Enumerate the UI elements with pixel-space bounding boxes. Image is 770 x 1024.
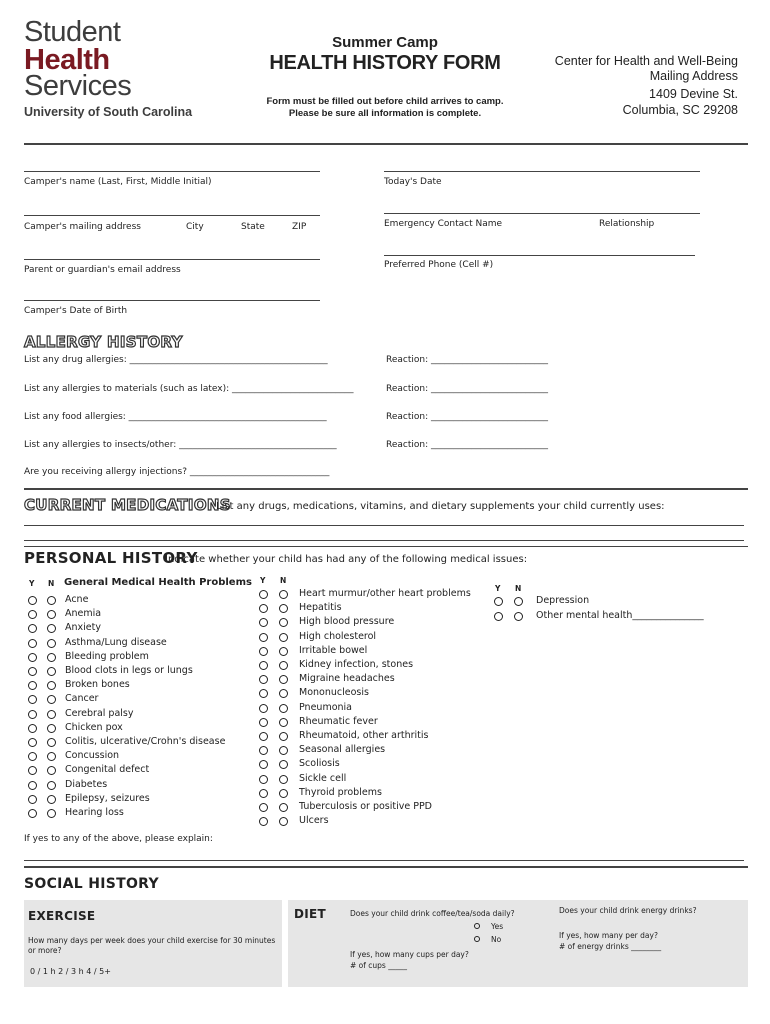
col2-no-checkbox[interactable]	[279, 675, 288, 684]
medical-issue-label: Diabetes	[65, 778, 108, 790]
medical-issue-label: Anxiety	[65, 622, 101, 634]
address-line-1: Center for Health and Well-Being	[554, 54, 738, 68]
medical-issue-label: Tuberculosis or positive PPD	[299, 801, 432, 812]
col1-yes-checkbox[interactable]	[28, 681, 37, 690]
medical-issue-label: Chicken pox	[65, 721, 123, 733]
col2-yes-checkbox[interactable]	[259, 775, 268, 784]
food-reaction-field[interactable]: Reaction: __________________________	[386, 412, 548, 422]
medications-line-2[interactable]	[24, 540, 744, 541]
medical-issue-label: High cholesterol	[299, 630, 377, 642]
camper-name-line[interactable]	[24, 171, 320, 172]
logo-health: Health	[24, 44, 110, 76]
explain-label: If yes to any of the above, please explain:	[24, 834, 213, 844]
medical-issue-label: Anemia	[65, 608, 102, 620]
medical-issue-label: Cerebral palsy	[65, 707, 134, 719]
preferred-phone-label: Preferred Phone (Cell #)	[384, 260, 494, 270]
col1-no-checkbox[interactable]	[47, 795, 56, 804]
diet-title: DIET	[294, 907, 327, 921]
medical-issue-label: Epilepsy, seizures	[65, 792, 150, 804]
medical-issue-label: Depression	[536, 595, 590, 606]
medications-divider	[24, 546, 748, 547]
cups-question: If yes, how many cups per day?	[350, 950, 469, 959]
col2-yes-checkbox[interactable]	[259, 817, 268, 826]
col1-no-checkbox[interactable]	[47, 738, 56, 747]
dob-label: Camper's Date of Birth	[24, 306, 128, 316]
state-label: State	[241, 222, 265, 232]
zip-label: ZIP	[292, 222, 307, 232]
col1-yes-checkbox[interactable]	[28, 738, 37, 747]
col3-yes-header: Y	[495, 584, 501, 593]
camper-name-label: Camper's name (Last, First, Middle Initial)	[24, 177, 212, 187]
col3-no-checkbox[interactable]	[514, 612, 523, 621]
col1-yes-checkbox[interactable]	[28, 639, 37, 648]
material-reaction-field[interactable]: Reaction: __________________________	[386, 384, 548, 394]
col2-yes-checkbox[interactable]	[259, 718, 268, 727]
col1-yes-checkbox[interactable]	[28, 695, 37, 704]
col1-yes-checkbox[interactable]	[28, 781, 37, 790]
medical-issue-label: Heart murmur/other heart problems	[299, 588, 471, 599]
col2-yes-checkbox[interactable]	[259, 675, 268, 684]
medical-issue-label: Other mental health_______________	[536, 609, 704, 621]
col2-no-checkbox[interactable]	[279, 633, 288, 642]
col1-yes-checkbox[interactable]	[28, 610, 37, 619]
coffee-question: Does your child drink coffee/tea/soda daily?	[350, 909, 515, 918]
col2-no-checkbox[interactable]	[279, 661, 288, 670]
col1-no-checkbox[interactable]	[47, 766, 56, 775]
logo-student: Student	[24, 16, 121, 48]
header-divider	[24, 143, 748, 145]
col2-yes-checkbox[interactable]	[259, 604, 268, 613]
coffee-yes-radio[interactable]	[474, 923, 480, 929]
col1-no-checkbox[interactable]	[47, 653, 56, 662]
col1-yes-checkbox[interactable]	[28, 752, 37, 761]
emergency-contact-label: Emergency Contact Name	[384, 219, 503, 229]
dob-line[interactable]	[24, 300, 320, 301]
col2-yes-checkbox[interactable]	[259, 647, 268, 656]
col2-yes-checkbox[interactable]	[259, 746, 268, 755]
allergy-injections-field[interactable]: Are you receiving allergy injections? _______________________________	[24, 467, 330, 477]
exercise-options[interactable]: 0 / 1 h 2 / 3 h 4 / 5+	[30, 967, 111, 976]
col2-no-checkbox[interactable]	[279, 590, 288, 599]
col1-yes-checkbox[interactable]	[28, 667, 37, 676]
col2-yes-checkbox[interactable]	[259, 704, 268, 713]
col1-no-checkbox[interactable]	[47, 809, 56, 818]
medical-issue-label: Cancer	[65, 693, 99, 705]
address-line-4: Columbia, SC 29208	[622, 103, 738, 117]
energy-question: Does your child drink energy drinks?	[559, 906, 697, 915]
col1-no-checkbox[interactable]	[47, 781, 56, 790]
coffee-yes-label: Yes	[491, 922, 504, 931]
col1-yes-checkbox[interactable]	[28, 809, 37, 818]
col1-yes-checkbox[interactable]	[28, 766, 37, 775]
col3-no-header: N	[515, 584, 522, 593]
medical-issue-label: Asthma/Lung disease	[65, 636, 167, 648]
col2-yes-checkbox[interactable]	[259, 789, 268, 798]
cups-field[interactable]: # of cups _____	[350, 961, 407, 970]
guardian-email-label: Parent or guardian's email address	[24, 265, 181, 275]
medical-issue-label: Broken bones	[65, 679, 130, 691]
medications-prompt: List any drugs, medications, vitamins, and dietary supplements your child currently uses:	[216, 501, 665, 512]
col2-no-checkbox[interactable]	[279, 689, 288, 698]
form-note-1: Form must be filled out before child arrives to camp.	[266, 96, 504, 107]
form-note-2: Please be sure all information is complete.	[288, 108, 482, 119]
personal-prompt: Indicate whether your child has had any of the following medical issues:	[165, 554, 528, 565]
medical-issue-label: Bleeding problem	[65, 650, 149, 662]
col1-yes-checkbox[interactable]	[28, 624, 37, 633]
medical-issue-label: Colitis, ulcerative/Crohn's disease	[65, 736, 226, 747]
col1-no-checkbox[interactable]	[47, 681, 56, 690]
col2-yes-checkbox[interactable]	[259, 732, 268, 741]
drug-reaction-field[interactable]: Reaction: __________________________	[386, 355, 548, 365]
col1-no-checkbox[interactable]	[47, 667, 56, 676]
address-line-3: 1409 Devine St.	[649, 87, 738, 101]
col2-no-checkbox[interactable]	[279, 803, 288, 812]
col2-no-checkbox[interactable]	[279, 647, 288, 656]
medications-section-title: CURRENT MEDICATIONS	[24, 496, 231, 514]
col1-yes-checkbox[interactable]	[28, 596, 37, 605]
medical-issue-label: Migraine headaches	[299, 673, 395, 685]
col1-yes-checkbox[interactable]	[28, 795, 37, 804]
col1-no-checkbox[interactable]	[47, 695, 56, 704]
col1-no-header: N	[48, 579, 55, 588]
exercise-title: EXERCISE	[28, 909, 96, 923]
col2-no-header: N	[280, 576, 287, 585]
col2-yes-checkbox[interactable]	[259, 590, 268, 599]
relationship-label: Relationship	[599, 219, 655, 229]
medical-issue-label: Mononucleosis	[299, 687, 369, 699]
medical-issue-label: Blood clots in legs or lungs	[65, 665, 193, 676]
exercise-question-2: or more?	[28, 946, 62, 955]
explain-line[interactable]	[24, 860, 744, 861]
medical-issue-label: High blood pressure	[299, 616, 395, 628]
mailing-address-line[interactable]	[24, 215, 320, 216]
medications-line-1[interactable]	[24, 525, 744, 526]
medical-issue-label: Rheumatoid, other arthritis	[299, 730, 429, 741]
medical-issue-label: Scoliosis	[299, 758, 340, 770]
medical-issue-label: Seasonal allergies	[299, 744, 386, 756]
coffee-no-radio[interactable]	[474, 936, 480, 942]
col1-no-checkbox[interactable]	[47, 639, 56, 648]
energy-field[interactable]: # of energy drinks ________	[559, 942, 662, 951]
col1-no-checkbox[interactable]	[47, 596, 56, 605]
col2-no-checkbox[interactable]	[279, 817, 288, 826]
medical-issue-label: Irritable bowel	[299, 644, 368, 656]
col2-yes-checkbox[interactable]	[259, 760, 268, 769]
col2-yes-header: Y	[260, 576, 266, 585]
personal-divider	[24, 866, 748, 868]
insect-reaction-field[interactable]: Reaction: __________________________	[386, 440, 548, 450]
medical-issue-label: Hepatitis	[299, 602, 342, 614]
medical-issue-label: Hearing loss	[65, 807, 124, 818]
col2-no-checkbox[interactable]	[279, 718, 288, 727]
exercise-question-1: How many days per week does your child exercise for 30 minutes	[28, 936, 276, 945]
coffee-no-label: No	[491, 935, 502, 944]
address-line-2: Mailing Address	[649, 69, 738, 83]
col1-yes-checkbox[interactable]	[28, 724, 37, 733]
medical-issue-label: Congenital defect	[65, 764, 150, 776]
medical-issue-label: Kidney infection, stones	[299, 659, 414, 670]
allergy-divider	[24, 488, 748, 490]
col2-no-checkbox[interactable]	[279, 760, 288, 769]
logo-services: Services	[24, 70, 132, 102]
col1-header: General Medical Health Problems	[64, 577, 252, 588]
energy-per-day-question: If yes, how many per day?	[559, 931, 658, 940]
col1-yes-header: Y	[29, 579, 35, 588]
col2-yes-checkbox[interactable]	[259, 618, 268, 627]
col3-yes-checkbox[interactable]	[494, 612, 503, 621]
guardian-email-line[interactable]	[24, 259, 320, 260]
logo-university: University of South Carolina	[24, 105, 193, 119]
food-allergies-field[interactable]: List any food allergies: ____________________________________________	[24, 412, 327, 422]
col1-no-checkbox[interactable]	[47, 624, 56, 633]
col2-no-checkbox[interactable]	[279, 775, 288, 784]
col2-yes-checkbox[interactable]	[259, 633, 268, 642]
col1-yes-checkbox[interactable]	[28, 710, 37, 719]
medical-issue-label: Concussion	[65, 750, 120, 762]
col2-no-checkbox[interactable]	[279, 746, 288, 755]
emergency-contact-line[interactable]	[384, 213, 700, 214]
col2-no-checkbox[interactable]	[279, 604, 288, 613]
col1-no-checkbox[interactable]	[47, 724, 56, 733]
medical-issue-label: Pneumonia	[299, 701, 352, 713]
col1-no-checkbox[interactable]	[47, 752, 56, 761]
allergy-section-title: ALLERGY HISTORY	[24, 333, 183, 351]
insect-allergies-field[interactable]: List any allergies to insects/other: ___________________________________	[24, 440, 337, 450]
col3-no-checkbox[interactable]	[514, 597, 523, 606]
drug-allergies-field[interactable]: List any drug allergies: ____________________________________________	[24, 355, 328, 365]
todays-date-line[interactable]	[384, 171, 700, 172]
form-subtitle: Summer Camp	[332, 34, 438, 51]
col2-no-checkbox[interactable]	[279, 732, 288, 741]
col1-no-checkbox[interactable]	[47, 610, 56, 619]
col2-no-checkbox[interactable]	[279, 789, 288, 798]
col2-no-checkbox[interactable]	[279, 618, 288, 627]
preferred-phone-line[interactable]	[384, 255, 695, 256]
col2-no-checkbox[interactable]	[279, 704, 288, 713]
medical-issue-label: Ulcers	[299, 815, 329, 827]
col1-yes-checkbox[interactable]	[28, 653, 37, 662]
col2-yes-checkbox[interactable]	[259, 689, 268, 698]
city-label: City	[186, 222, 204, 232]
col2-yes-checkbox[interactable]	[259, 661, 268, 670]
medical-issue-label: Sickle cell	[299, 772, 347, 784]
mailing-address-label: Camper's mailing address	[24, 222, 141, 232]
medical-issue-label: Acne	[65, 594, 89, 605]
todays-date-label: Today's Date	[384, 177, 442, 187]
col1-no-checkbox[interactable]	[47, 710, 56, 719]
col3-yes-checkbox[interactable]	[494, 597, 503, 606]
medical-issue-label: Rheumatic fever	[299, 715, 378, 727]
personal-section-title: PERSONAL HISTORY	[24, 549, 198, 567]
social-section-title: SOCIAL HISTORY	[24, 876, 159, 892]
form-title: HEALTH HISTORY FORM	[269, 52, 501, 74]
col2-yes-checkbox[interactable]	[259, 803, 268, 812]
medical-issue-label: Thyroid problems	[299, 786, 382, 798]
material-allergies-field[interactable]: List any allergies to materials (such as latex): ___________________________	[24, 384, 354, 394]
